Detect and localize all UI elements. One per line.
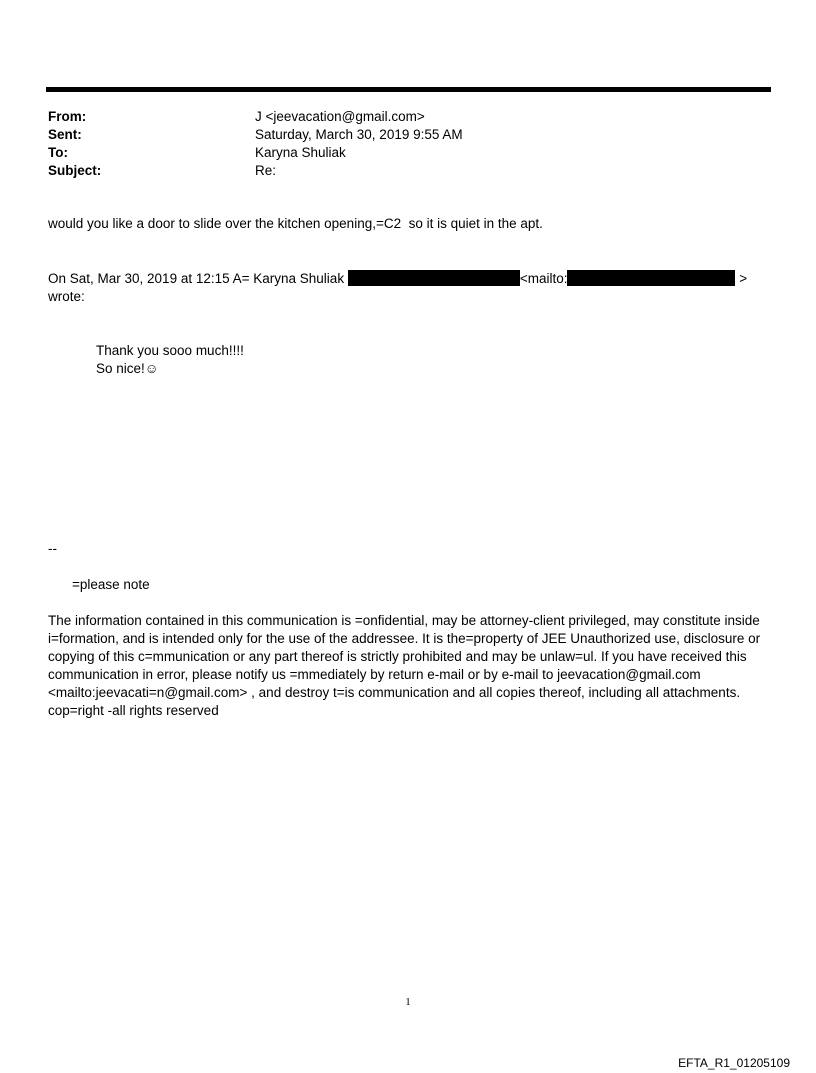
- sent-label: Sent:: [48, 127, 82, 142]
- quote-intro-prefix: On Sat, Mar 30, 2019 at 12:15 A= Karyna Shuliak: [48, 271, 348, 286]
- header-divider: [46, 87, 771, 92]
- subject-label: Subject:: [48, 163, 102, 178]
- quote-intro-mailto: <mailto:: [519, 271, 568, 286]
- sent-row: [48, 126, 748, 144]
- to-value: Karyna Shuliak: [255, 145, 346, 160]
- confidentiality-disclaimer: The information contained in this communication is =onfidential, may be attorney-client privileged, may constitute inside i=formation, and is intended only for the use of the addressee. It is the=property of JEE Unauthorized use, disclosure or copying of this c=mmunication or any part thereof is strictly prohibited and may be unlaw=ul. If you have received this communication in error, please notify us =mmediately by return e-mail or by e-mail to jeevacation@gmail.com <mailto:jeevacati=n@gmail.com> , and destroy t=is communication and all copies thereof, including all attachments. cop=right -all rights reserved: [48, 613, 761, 718]
- sent-value: Saturday, March 30, 2019 9:55 AM: [255, 127, 463, 142]
- email-header: [48, 108, 748, 180]
- redaction-box: [348, 270, 520, 286]
- from-row: [48, 108, 748, 126]
- from-value: J <jeevacation@gmail.com>: [255, 109, 425, 124]
- document-id: EFTA_R1_01205109: [678, 1056, 790, 1070]
- quote-intro: [48, 270, 747, 288]
- subject-value: Re:: [255, 163, 277, 178]
- quoted-line: Thank you sooo much!!!!: [96, 343, 244, 358]
- message-text: would you like a door to slide over the kitchen opening,=C2 so it is quiet in the apt.: [48, 216, 543, 231]
- quoted-line: So nice!☺: [96, 361, 159, 376]
- please-note: =please note: [72, 577, 150, 592]
- from-label: From:: [48, 109, 87, 124]
- redaction-box: [567, 270, 735, 286]
- quote-intro-suffix: >: [735, 271, 748, 286]
- subject-row: [48, 162, 748, 180]
- signature-separator: --: [48, 541, 57, 556]
- quote-intro-wrote: wrote:: [48, 289, 85, 304]
- to-row: [48, 144, 748, 162]
- page-number: 1: [405, 996, 411, 1008]
- to-label: To:: [48, 145, 68, 160]
